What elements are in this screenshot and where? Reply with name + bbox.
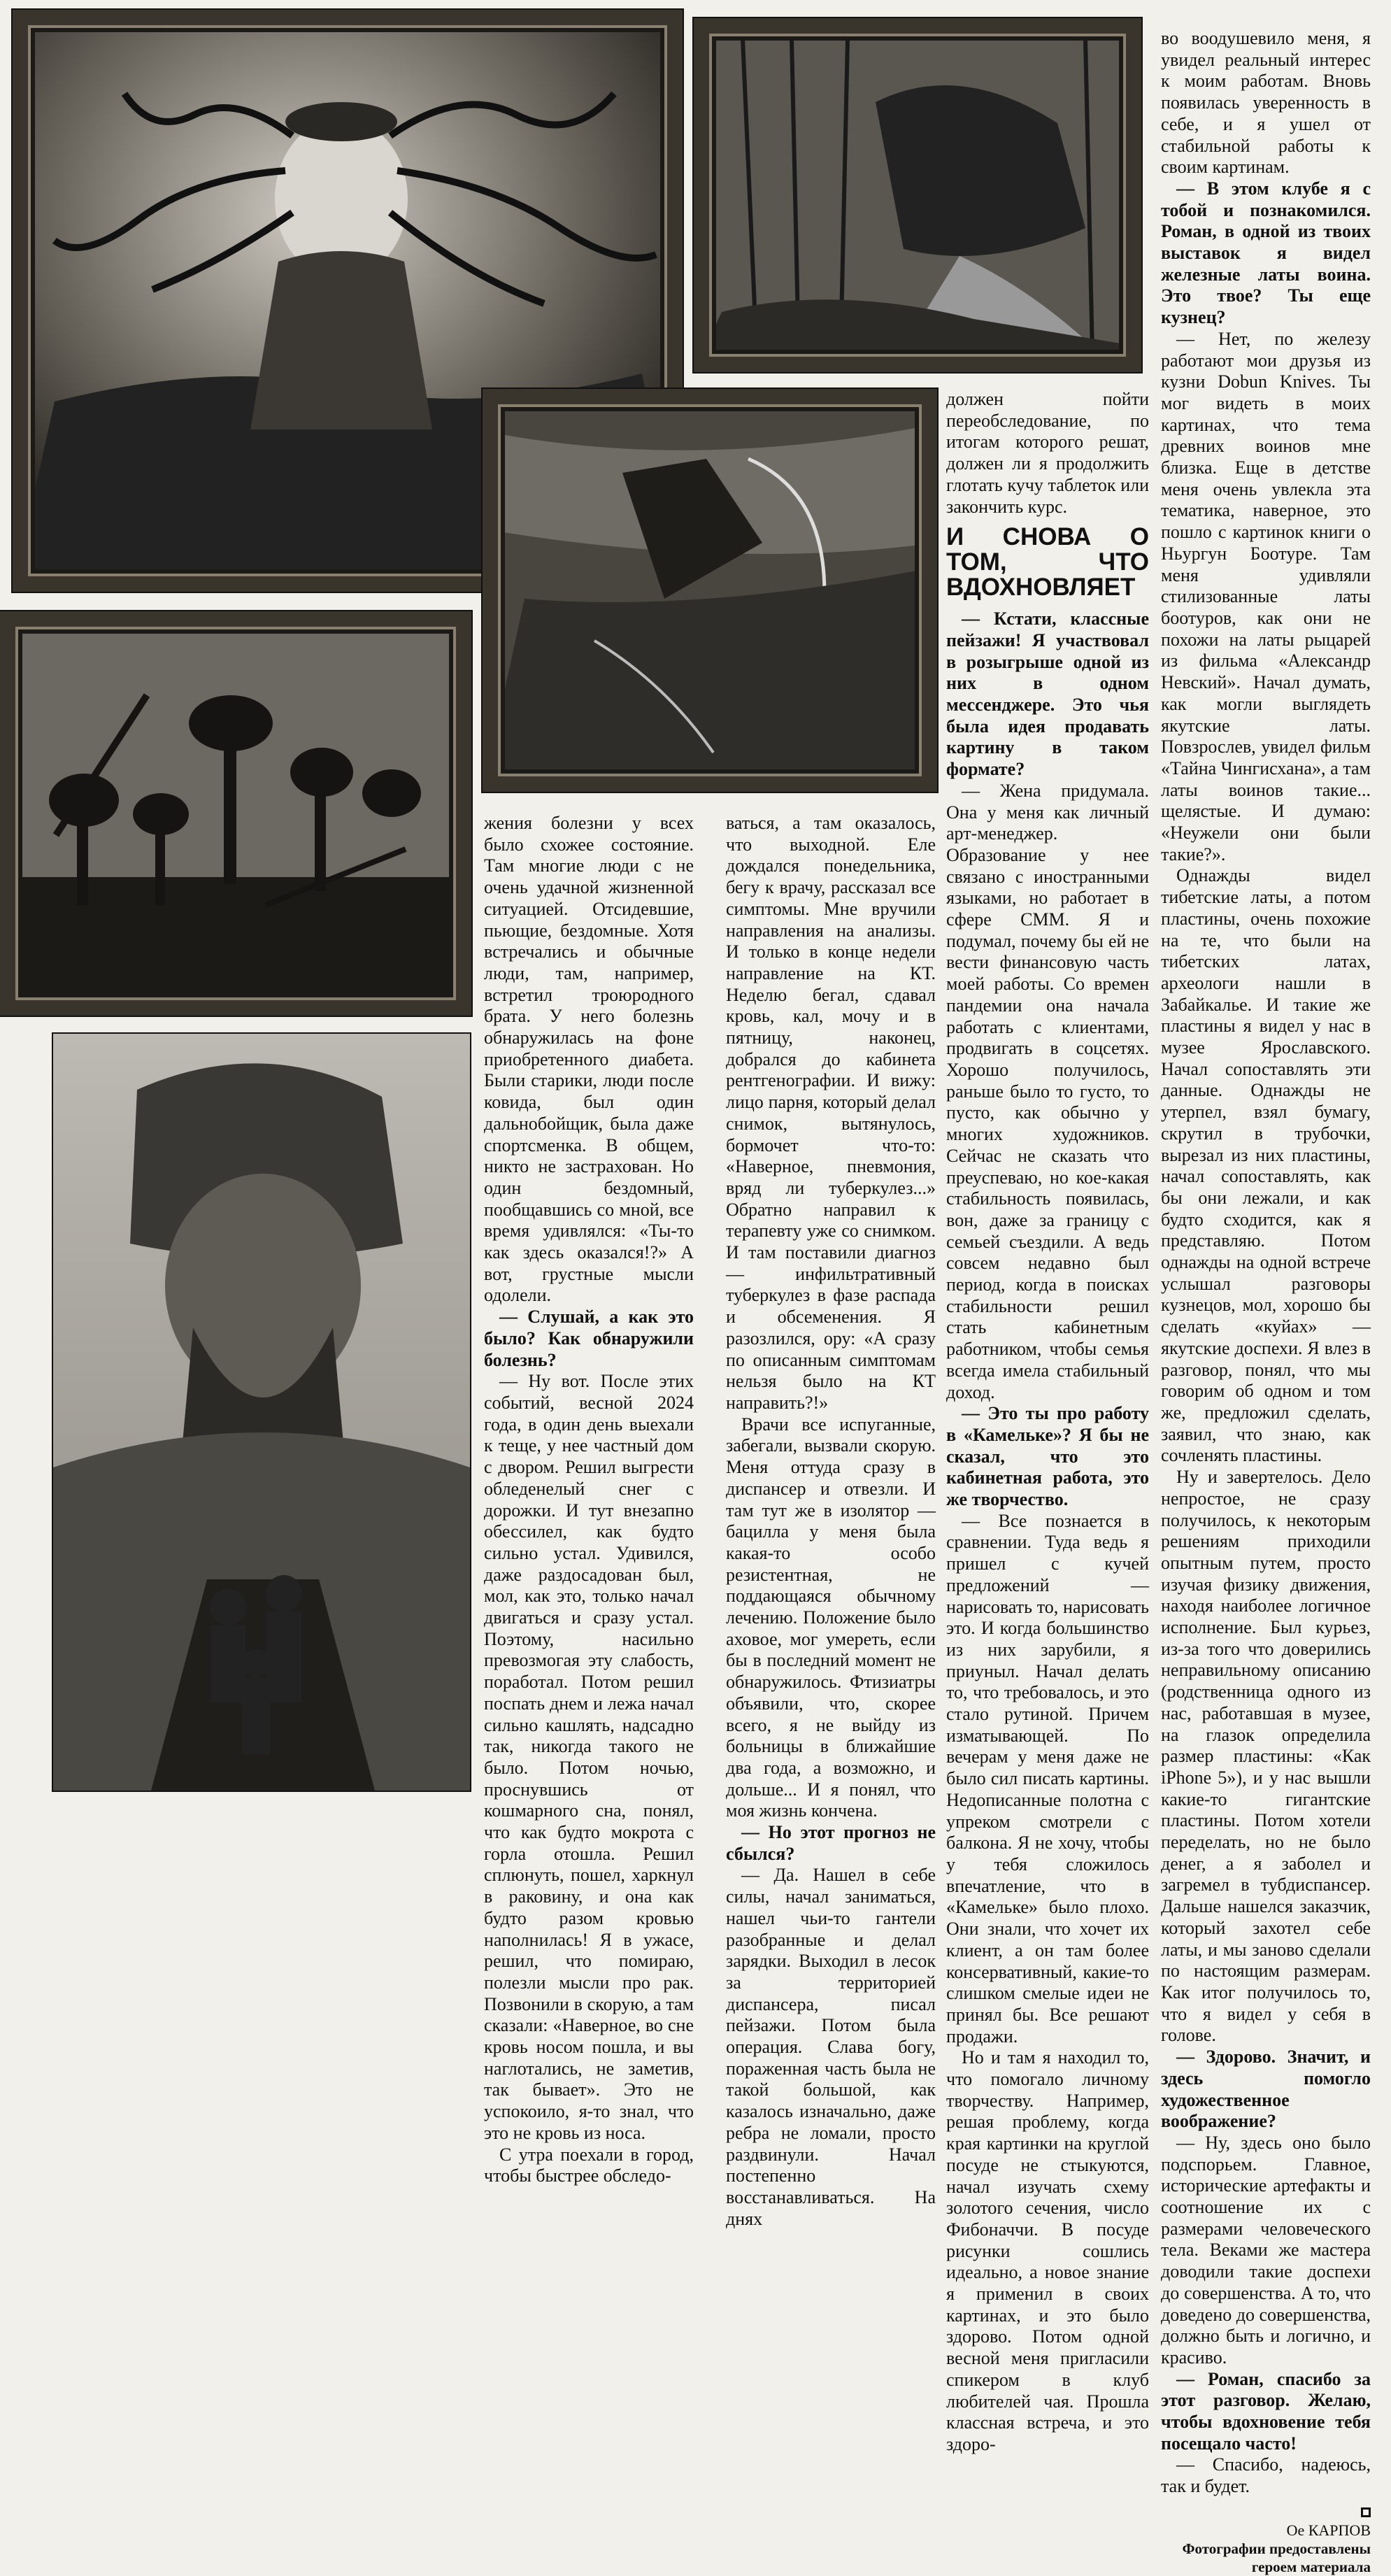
question: — Роман, спасибо за этот разговор. Желаю, чтобы вдохновение тебя посещало часто! xyxy=(1161,2368,1371,2454)
photo-credit-line-2: героем материала xyxy=(1251,2558,1371,2575)
paragraph: — Ну вот. После этих событий, весной 2024 года, в один день выехали к теще, у нее частный дом с двором. Решил выгрести обледенелый снег с дорожки. И тут внезапно обессилел, как будто сильно устал. Удивился, даже раздосадован был, мол, как это, только начал двигаться и сразу устал. Поэтому, насильно превозмогая эту слабость, поработал. Потом решил поспать днем и лежа начал сильно кашлять, надсадно так, никогда такого не было. Потом ночью, проснувшись от кошмарного сна, понял, что как будто мокрота с горла отошла. Решил сплюнуть, пошел, харкнул в раковину, и она как будто разом кровью наполнилась! Я в ужасе, решил, что помираю, полезли мысли про рак. Позвонили в скорую, а там сказали: «Наверное, во сне кровь носом пошла, и вы наглотались, не заметив, так бывает». Это не успокоило, я-то знал, что это не кровь из носа. xyxy=(484,1371,694,2143)
photo-credit-line-1: Фотографии предоставлены xyxy=(1182,2540,1371,2557)
paragraph: во воодушевило меня, я увидел реальный интерес к моим работам. Вновь появилась уверенность в себе, и я ушел от стабильной работы к своим картинам. xyxy=(1161,28,1371,178)
question: — Слушай, а как это было? Как обнаружили болезнь? xyxy=(484,1307,694,1370)
paragraph: — Спасибо, надеюсь, так и будет. xyxy=(1161,2454,1371,2497)
paragraph: — Жена придумала. Она у меня как личный арт-менеджер. Образование у нее связано с иностранными языками, но работает в сфере СММ. Я и подумал, почему бы ей не вести финансовую часть моей работы. Со времен пандемии она начала работать с клиентами, продвигать в соцсетях. Хорошо получилось, раньше было то густо, то пусто, как обычно у многих художников. Сейчас не сказать что преуспеваю, но кое-какая стабильность появилась, вон, даже за границу с семьей съездили. А ведь совсем недавно был период, когда в поисках стабильности решил стать кабинетным работником, чтобы семья всегда имела стабильный доход. xyxy=(946,780,1149,1402)
paragraph: Однажды видел тибетские латы, а потом пластины, очень похожие на те, что были на тибетских латах, археологи нашли в Забайкалье. И такие же пластины я видел у нас в музее Ярославского. Начал сопоставлять эти данные. Однажды не утерпел, взял бумагу, скрутил в трубочки, вырезал из них пластины, начал сопоставлять, как бы они лежали, и как будто сходится, как я представляю. Потом однажды на одной встрече услышал разговоры кузнецов, мол, хорошо бы сделать «куйах» — якутские доспехи. Я влез в разговор, понял, что мы говорим об одном и том же, предложил сделать, заявил, что знаю, как сочленять пластины. xyxy=(1161,865,1371,1466)
question: — Это ты про работу в «Камельке»? Я бы не сказал, что это кабинетная работа, это же творчество. xyxy=(946,1403,1149,1510)
question: — Но этот прогноз не сбылся? xyxy=(726,1822,936,1864)
article-column-1 xyxy=(484,813,694,2187)
painting-warriors-photo xyxy=(0,611,471,1016)
byline xyxy=(1161,2503,1371,2576)
article-column-3 xyxy=(946,389,1149,2456)
paragraph: Но и там я находил то, что помогало личному творчеству. Например, решая проблему, когда края картинки на круглой посуде не стыкуются, начал изучать схему золотого сечения, число Фибоначчи. В посуде рисунки сошлись идеально, а новое знание я применил в своих картинах, и это было здорово. Потом одной весной меня пригласили спикером в клуб любителей чая. Прошла классная встреча, и это здоро- xyxy=(946,2047,1149,2454)
end-mark-icon xyxy=(1161,2503,1371,2521)
article-column-2 xyxy=(726,813,936,2230)
paragraph: — Да. Нашел в себе силы, начал заниматься, нашел чьи-то гантели разобранные и делал зарядки. Выходил в лесок за территорией диспансера, писал пейзажи. Потом была операция. Слава богу, пораженная часть была не такой большой, как казалось изначально, даже ребра не ломали, просто раздвинули. Начал постепенно восстанавливаться. На днях xyxy=(726,1865,936,2229)
paragraph: Врачи все испуганные, забегали, вызвали скорую. Меня оттуда сразу в диспансер и отвезли. И там тут же в изолятор — бацилла у меня была какая-то особо резистентная, не поддающаяся обычному лечению. Положение было аховое, мог умереть, если бы в последний момент не обнаружилось. Фтизиатры объявили, что, скорее всего, я не выйду из больницы в ближайшие два года, а возможно, и дольше... И я понял, что моя жизнь кончена. xyxy=(726,1414,936,1821)
paragraph: — Ну, здесь оно было подспорьем. Главное, исторические артефакты и соотношение их с размерами человеческого тела. Веками же мастера доводили такие доспехи до совершенства. А то, что доведено до совершенства, должно быть и логично, и красиво. xyxy=(1161,2132,1371,2368)
paragraph: — Нет, по железу работают мои друзья из кузни Dobun Knives. Ты мог видеть в моих картинах, что тема древних воинов мне близка. Еще в детстве меня очень увлекла эта тематика, наверное, это пошло с картинок книги о Ньургун Боотуре. Там меня удивляли стилизованные латы боотуров, как они не похожи на латы рыцарей из фильма «Александр Невский». Начал думать, как могли выглядеть якутские латы. Повзрослев, увидел фильм «Тайна Чингисхана», а там латы воинов такие... щелястые. И думаю: «Неужели они были такие?». xyxy=(1161,328,1371,864)
paragraph: Ну и завертелось. Дело непростое, не сразу получилось, к некоторым решениям приходили опытным путем, просто изучая физику движения, находя наиболее логичное исполнение. Был курьез, из-за того что доверились неправильному описанию (родственница одного из нас, работавшая в музее, на глазок определила размер пластины: «Как iPhone 5»), и у нас вышли какие-то гигантские пластины. Потом хотели переделать, но не было денег, а я заболел и загремел в тубдиспансер. Дальше нашелся заказчик, который захотел себе латы, и мы заново сделали по настоящим размерам. Как итог получилось то, что я видел у себя в голове. xyxy=(1161,1467,1371,2046)
paragraph: ваться, а там оказалось, что выходной. Еле дождался понедельника, бегу к врачу, рассказал все симптомы. Мне вручили направления на анализы. И только в конце недели направление на КТ. Неделю бегал, сдавал кровь, кал, мочу и в пятницу, наконец, добрался до кабинета рентгенографии. И вижу: лицо парня, который делал снимок, вытянулось, бормочет что-то: «Наверное, пневмония, вряд ли туберкулез...» Обратно направил к терапевту уже со снимком. И там поставили диагноз — инфильтративный туберкулез в фазе распада и обсеменения. Я разозлился, ору: «А сразу по описанным симптомам нельзя было на КТ направить?!» xyxy=(726,813,936,1413)
author-name: Ое КАРПОВ xyxy=(1286,2521,1371,2539)
statue-family-photo xyxy=(53,1034,470,1791)
painting-archer-photo xyxy=(483,389,937,792)
section-heading: И СНОВА О ТОМ, ЧТО ВДОХНОВЛЯЕТ xyxy=(946,523,1149,602)
paragraph: — Все познается в сравнении. Туда ведь я пришел с кучей предложений — нарисовать то, нарисовать это. И когда большинство из них зарубили, я приуныл. Начал делать то, что требовалось, и это стало рутиной. Причем изматывающей. По вечерам у меня даже не было сил писать картины. Недописанные полотна с упреком смотрели с балкона. Я не хочу, чтобы у тебя сложилось впечатление, что в «Камельке» было плохо. Они знали, что хочет их клиент, а он там более консервативный, какие-то слишком смелые идеи не принял бы. Все решают продажи. xyxy=(946,1510,1149,2047)
paragraph: жения болезни у всех было схожее состояние. Там многие люди с не очень удачной жизненной ситуацией. Отсидевшие, пьющие, бездомные. Хотя встречались и обычные люди, там, например, встретил троюродного брата. У него болезнь обнаружилась на фоне приобретенного диабета. Были старики, люди после ковида, был один дальнобойщик, была даже спортсменка. В общем, никто не застрахован. Но один бездомный, пообщавшись со мной, все время удивлялся: «Ты-то как здесь оказался!?» А вот, грустные мысли одолели. xyxy=(484,813,694,1306)
paragraph: С утра поехали в город, чтобы быстрее обследо- xyxy=(484,2144,694,2186)
paragraph: должен пойти переобследование, по итогам которого решат, должен ли я продолжить глотать кучу таблеток или закончить курс. xyxy=(946,389,1149,517)
question: — В этом клубе я с тобой и познакомился. Роман, в одной из твоих выставок я видел железные латы воина. Это твое? Ты еще кузнец? xyxy=(1161,178,1371,328)
question: — Здорово. Значит, и здесь помогло художественное воображение? xyxy=(1161,2047,1371,2132)
painting-moose-photo xyxy=(694,18,1141,372)
question: — Кстати, классные пейзажи! Я участвовал в розыгрыше одной из них в одном мессенджере. Это чья была идея продавать картину в таком формате? xyxy=(946,609,1149,780)
article-column-4 xyxy=(1161,28,1371,2576)
